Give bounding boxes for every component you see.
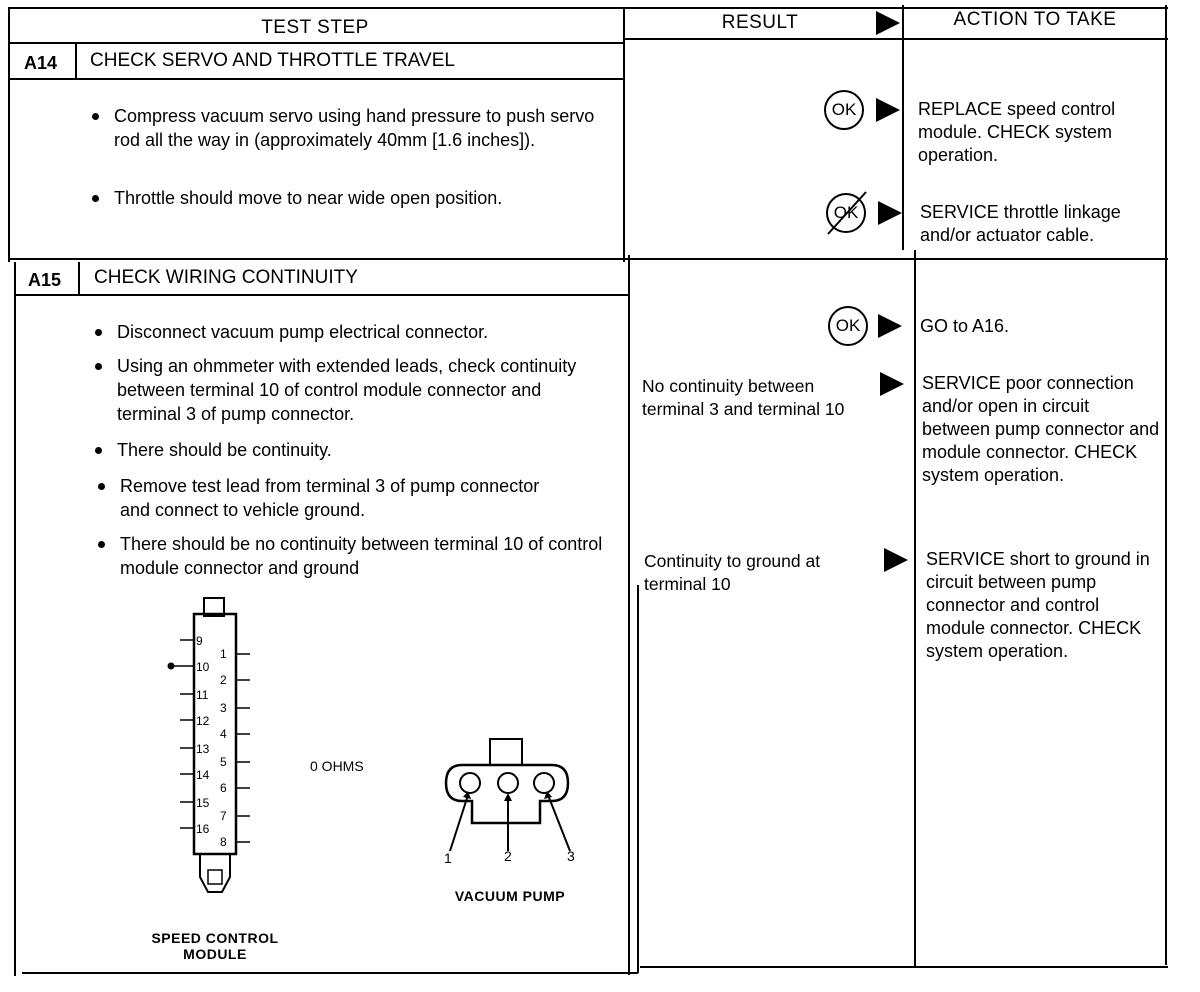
module-pin-label: 1	[220, 647, 227, 661]
step-a14-bullet: Compress vacuum servo using hand pressure to push servo rod all the way in (approximately 40mm [1.6 inches]).	[90, 104, 614, 152]
result-arrow-icon	[876, 98, 900, 122]
module-pin-label: 5	[220, 755, 227, 769]
result-arrow-icon	[884, 548, 908, 572]
header-action: ACTION TO TAKE	[953, 9, 1117, 30]
not-ok-icon: OK	[826, 193, 866, 233]
vacuum-pump-diagram	[440, 735, 580, 865]
step-a14-title: CHECK SERVO AND THROTTLE TRAVEL	[90, 50, 455, 71]
module-pin-label: 4	[220, 727, 227, 741]
pump-pin-label: 1	[444, 850, 452, 866]
not-ok-slash-icon	[822, 188, 870, 238]
step-a14-bullet: Throttle should move to near wide open position.	[90, 186, 614, 210]
module-pin-label: 3	[220, 701, 227, 715]
step-a14-id: A14	[24, 53, 58, 73]
pump-pin-label: 2	[504, 848, 512, 864]
step-a15-title: CHECK WIRING CONTINUITY	[94, 267, 358, 288]
module-pin-label: 8	[220, 835, 227, 849]
module-pin-label: 15	[196, 796, 210, 810]
step-a15-result: Continuity to ground at terminal 10	[644, 551, 821, 594]
ohms-label: 0 OHMS	[310, 758, 364, 774]
pump-pin-label: 3	[567, 848, 575, 864]
module-pin-label: 16	[196, 822, 210, 836]
module-pin-label: 6	[220, 781, 227, 795]
pump-label: VACUUM PUMP	[454, 888, 566, 904]
module-pin-label: 11	[196, 688, 209, 702]
step-a15-action: SERVICE poor connection and/or open in circuit between pump connector and module connector. CHECK system operation.	[922, 373, 1160, 485]
result-arrow-icon	[880, 372, 904, 396]
module-label: SPEED CONTROL MODULE	[151, 930, 279, 962]
step-a14-action: SERVICE throttle linkage and/or actuator cable.	[920, 202, 1121, 245]
step-a15-result: No continuity between terminal 3 and terminal 10	[642, 376, 845, 419]
step-a15-bullet: There should be no continuity between terminal 10 of control module connector and ground	[96, 532, 630, 580]
step-a15-bullet: Using an ohmmeter with extended leads, check continuity between terminal 10 of control module connector and terminal 3 of pump connector.	[93, 354, 597, 426]
step-a15-id: A15	[28, 270, 62, 290]
module-pin-label: 12	[196, 714, 210, 728]
header-result: RESULT	[721, 12, 799, 33]
module-pin-label: 2	[220, 673, 227, 687]
module-pin-label: 9	[196, 634, 203, 648]
header-test-step: TEST STEP	[261, 17, 369, 38]
result-arrow-icon	[878, 314, 902, 338]
header-arrow-icon	[876, 11, 900, 35]
module-pin-label: 7	[220, 809, 227, 823]
step-a15-bullet: There should be continuity.	[93, 438, 597, 462]
step-a15-action: SERVICE short to ground in circuit between pump connector and control module connector. CHECK system operation.	[926, 549, 1150, 661]
speed-control-module-diagram	[160, 592, 270, 912]
result-arrow-icon	[878, 201, 902, 225]
step-a15-action: GO to A16.	[920, 316, 1010, 336]
ok-icon: OK	[828, 306, 868, 346]
step-a14-action: REPLACE speed control module. CHECK system operation.	[918, 99, 1116, 165]
module-pin-label: 10	[196, 660, 210, 674]
step-a15-bullet: Disconnect vacuum pump electrical connector.	[93, 320, 617, 344]
module-pin-label: 14	[196, 768, 210, 782]
ok-icon: OK	[824, 90, 864, 130]
step-a15-bullet: Remove test lead from terminal 3 of pump connector and connect to vehicle ground.	[96, 474, 550, 522]
module-pin-label: 13	[196, 742, 210, 756]
